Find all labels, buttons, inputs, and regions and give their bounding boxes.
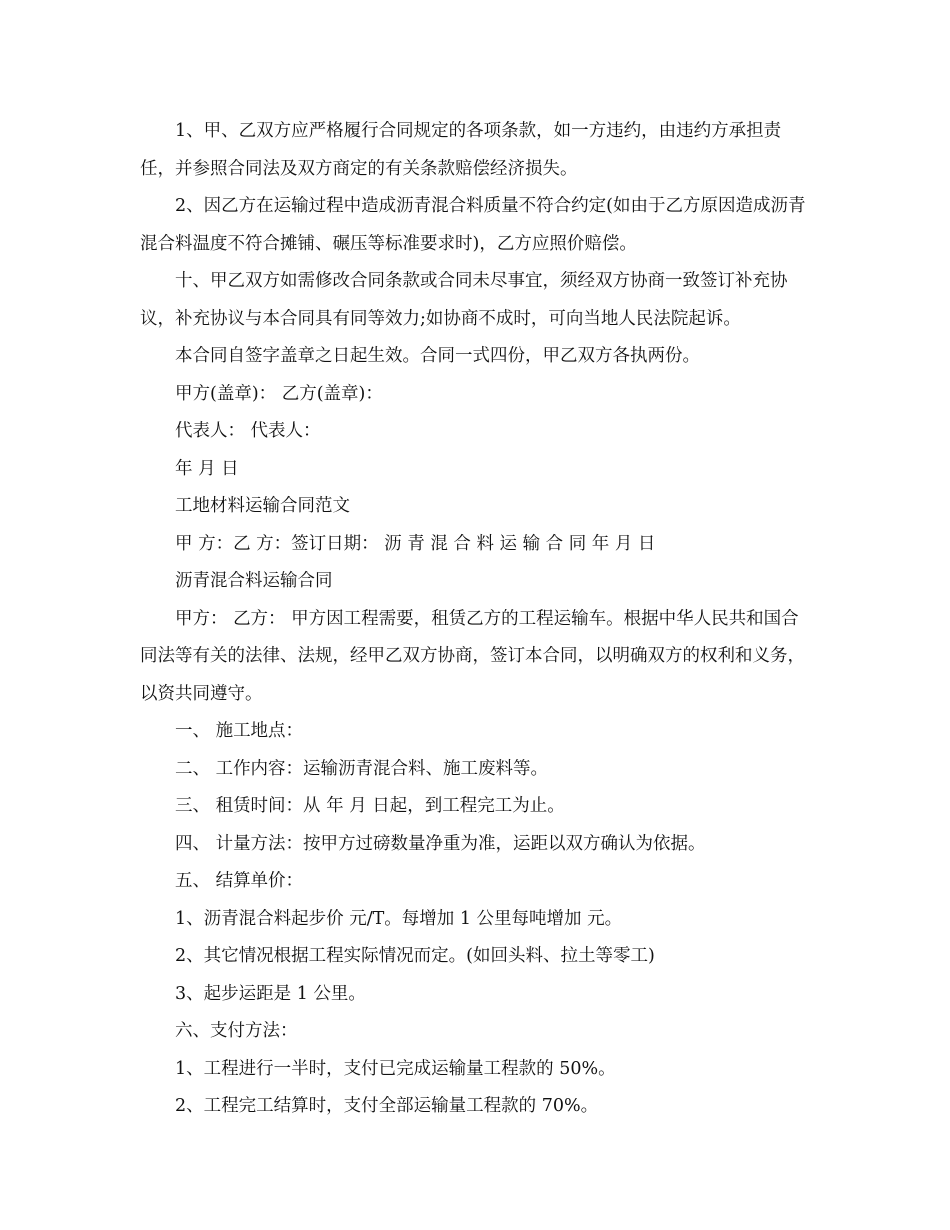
clause-paragraph: 1、甲、乙双方应严格履行合同规定的各项条款，如一方违约，由违约方承担责任，并参照合同法及双方商定的有关条款赔偿经济损失。 — [140, 121, 782, 179]
clause-item: 六、支付方法： — [175, 1021, 298, 1041]
clause-paragraph: 2、因乙方在运输过程中造成沥青混合料质量不符合约定(如由于乙方原因造成沥青混合料温度不符合摊铺、碾压等标准要求时)，乙方应照价赔偿。 — [140, 196, 806, 254]
clause-item: 一、 施工地点： — [175, 721, 304, 741]
clause-item: 3、起步运距是 1 公里。 — [175, 983, 366, 1004]
signature-seal-line: 甲方(盖章)： 乙方(盖章)： — [175, 383, 383, 404]
contract-title: 沥青混合料运输合同 — [175, 571, 333, 591]
parties-date-line: 甲 方：乙 方：签订日期： 沥 青 混 合 料 运 输 合 同 年 月 日 — [175, 533, 656, 554]
clause-item: 三、 租赁时间：从 年 月 日起，到工程完工为止。 — [175, 796, 565, 816]
date-line: 年 月 日 — [175, 458, 239, 479]
representative-line: 代表人： 代表人： — [175, 421, 321, 441]
clause-paragraph: 十、甲乙双方如需修改合同条款或合同未尽事宜，须经双方协商一致签订补充协议，补充协议与本合同具有同等效力;如协商不成时，可向当地人民法院起诉。 — [140, 271, 788, 329]
effective-clause: 本合同自签字盖章之日起生效。合同一式四份，甲乙双方各执两份。 — [175, 346, 700, 366]
clause-item: 1、沥青混合料起步价 元/T。每增加 1 公里每吨增加 元。 — [175, 908, 623, 929]
preamble-paragraph: 甲方： 乙方： 甲方因工程需要，租赁乙方的工程运输车。根据中华人民共和国合同法等有关的法律、法规，经甲乙双方协商，签订本合同，以明确双方的权利和义务，以资共同遵守。 — [140, 608, 805, 704]
section-title: 工地材料运输合同范文 — [175, 496, 350, 516]
clause-item: 二、 工作内容：运输沥青混合料、施工废料等。 — [175, 758, 549, 779]
clause-item: 2、工程完工结算时，支付全部运输量工程款的 70%。 — [175, 1096, 599, 1116]
clause-item: 2、其它情况根据工程实际情况而定。(如回头料、拉土等零工) — [175, 946, 655, 966]
clause-item: 五、 结算单价： — [175, 871, 304, 891]
clause-item: 1、工程进行一半时，支付已完成运输量工程款的 50%。 — [175, 1058, 616, 1079]
document-body — [140, 113, 812, 1126]
clause-item: 四、 计量方法：按甲方过磅数量净重为准，运距以双方确认为依据。 — [175, 833, 706, 854]
